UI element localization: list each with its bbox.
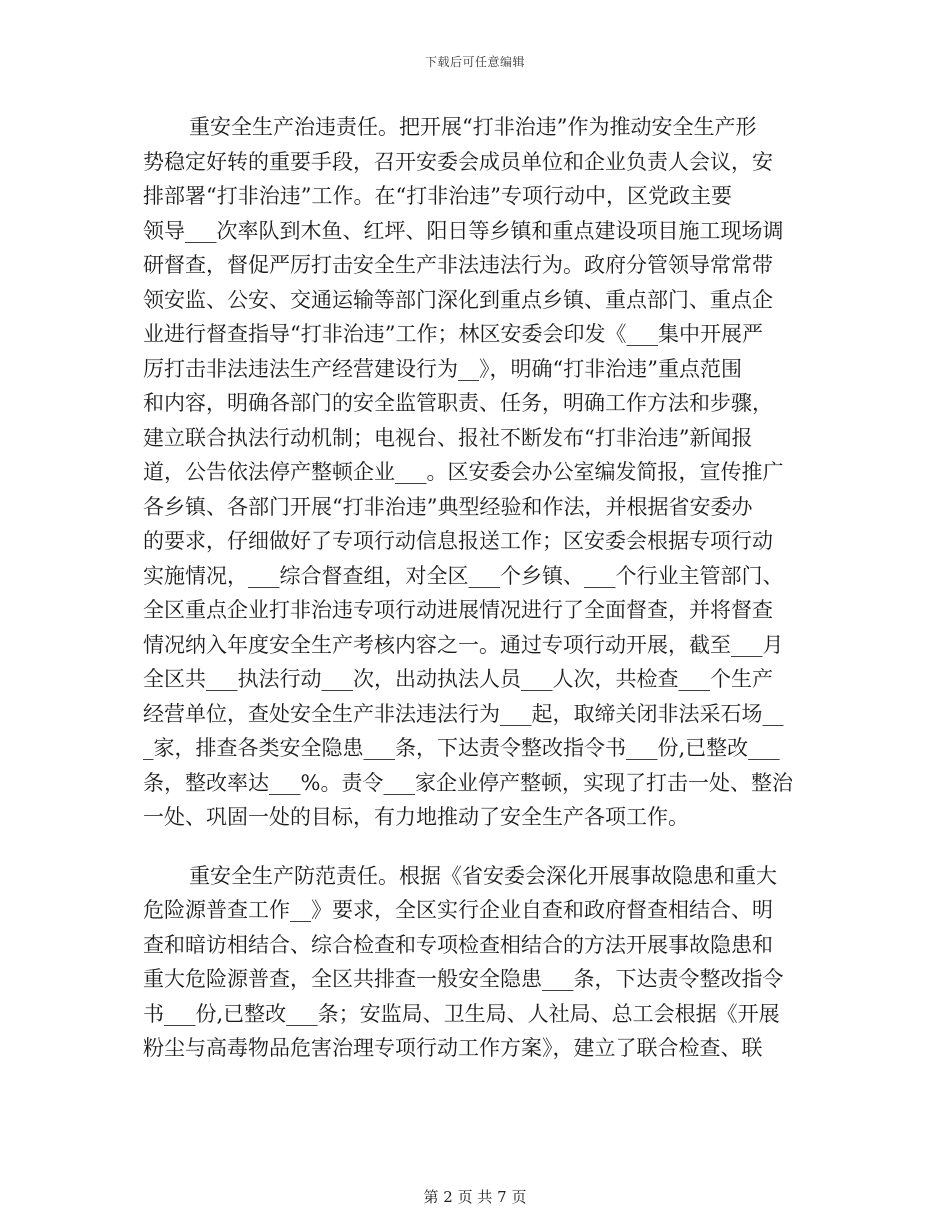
text-line: 领安监、公安、交通运输等部门深化到重点乡镇、重点部门、重点企 bbox=[143, 287, 773, 312]
text-line: 全区共___执法行动___次，出动执法人员___人次，共检查___个生产 bbox=[143, 667, 773, 691]
paragraph-1 bbox=[143, 110, 807, 835]
text-line: 道，公告依法停产整顿企业___。区安委会办公室编发简报，宣传推广 bbox=[143, 460, 784, 484]
text-line: 书___份,已整改___条；安监局、卫生局、人社局、总工会根据《开展 bbox=[143, 1001, 780, 1026]
document-body bbox=[143, 110, 807, 1066]
text-line: 情况纳入年度安全生产考核内容之一。通过专项行动开展，截至___月 bbox=[143, 632, 784, 657]
text-line: 实施情况，___综合督查组，对全区___个乡镇、___个行业主管部门、 bbox=[143, 563, 784, 588]
text-line: 厉打击非法违法生产经营建设行为__》，明确“打非治违”重点范围 bbox=[143, 356, 742, 381]
text-line: 一处、巩固一处的目标，有力地推动了安全生产各项工作。 bbox=[143, 805, 689, 829]
text-line: 粉尘与高毒物品危害治理专项行动工作方案》，建立了联合检查、联 bbox=[143, 1036, 763, 1060]
text-line: 研督查，督促严厉打击安全生产非法违法行为。政府分管领导常常带 bbox=[143, 253, 773, 277]
text-line: 危险源普查工作__》要求，全区实行企业自查和政府督查相结合、明 bbox=[143, 898, 773, 922]
paragraph-2 bbox=[143, 859, 807, 1066]
text-line: 和内容，明确各部门的安全监管职责、任务，明确工作方法和步骤， bbox=[143, 391, 773, 415]
text-line: 全区重点企业打非治违专项行动进展情况进行了全面督查，并将督查 bbox=[143, 598, 773, 622]
text-line: 经营单位，查处安全生产非法违法行为___起，取缔关闭非法采石场__ bbox=[143, 701, 784, 726]
text-line: 势稳定好转的重要手段，召开安委会成员单位和企业负责人会议，安 bbox=[143, 149, 773, 174]
text-line: 查和暗访相结合、综合检查和专项检查相结合的方法开展事故隐患和 bbox=[143, 932, 773, 957]
text-line: 重安全生产治违责任。把开展“打非治违”作为推动安全生产形 bbox=[189, 115, 757, 139]
text-line: 建立联合执法行动机制；电视台、报社不断发布“打非治违”新闻报 bbox=[143, 425, 753, 450]
text-line: 的要求，仔细做好了专项行动信息报送工作；区安委会根据专项行动 bbox=[143, 529, 773, 553]
page-number: 第 2 页 共 7 页 bbox=[423, 1188, 527, 1206]
text-line: 领导___次率队到木鱼、红坪、阳日等乡镇和重点建设项目施工现场调 bbox=[143, 218, 784, 243]
paragraph-gap bbox=[143, 835, 807, 859]
text-line: 业进行督查指导“打非治违”工作；林区安委会印发《___集中开展严 bbox=[143, 322, 763, 346]
text-line: 条，整改率达___%。责令___家企业停产整顿，实现了打击一处、整治 bbox=[143, 770, 793, 795]
text-line: 重大危险源普查，全区共排查一般安全隐患___条，下达责令整改指令 bbox=[143, 967, 784, 991]
text-line: 排部署“打非治违”工作。在“打非治违”专项行动中，区党政主要 bbox=[143, 184, 732, 208]
text-line: 各乡镇、各部门开展“打非治违”典型经验和作法，并根据省安委办 bbox=[143, 494, 753, 519]
header-note: 下载后可任意编辑 bbox=[424, 55, 525, 69]
text-line: _家，排查各类安全隐患___条，下达责令整改指令书___份,已整改___ bbox=[143, 736, 780, 760]
text-line: 重安全生产防范责任。根据《省安委会深化开展事故隐患和重大 bbox=[189, 863, 777, 888]
